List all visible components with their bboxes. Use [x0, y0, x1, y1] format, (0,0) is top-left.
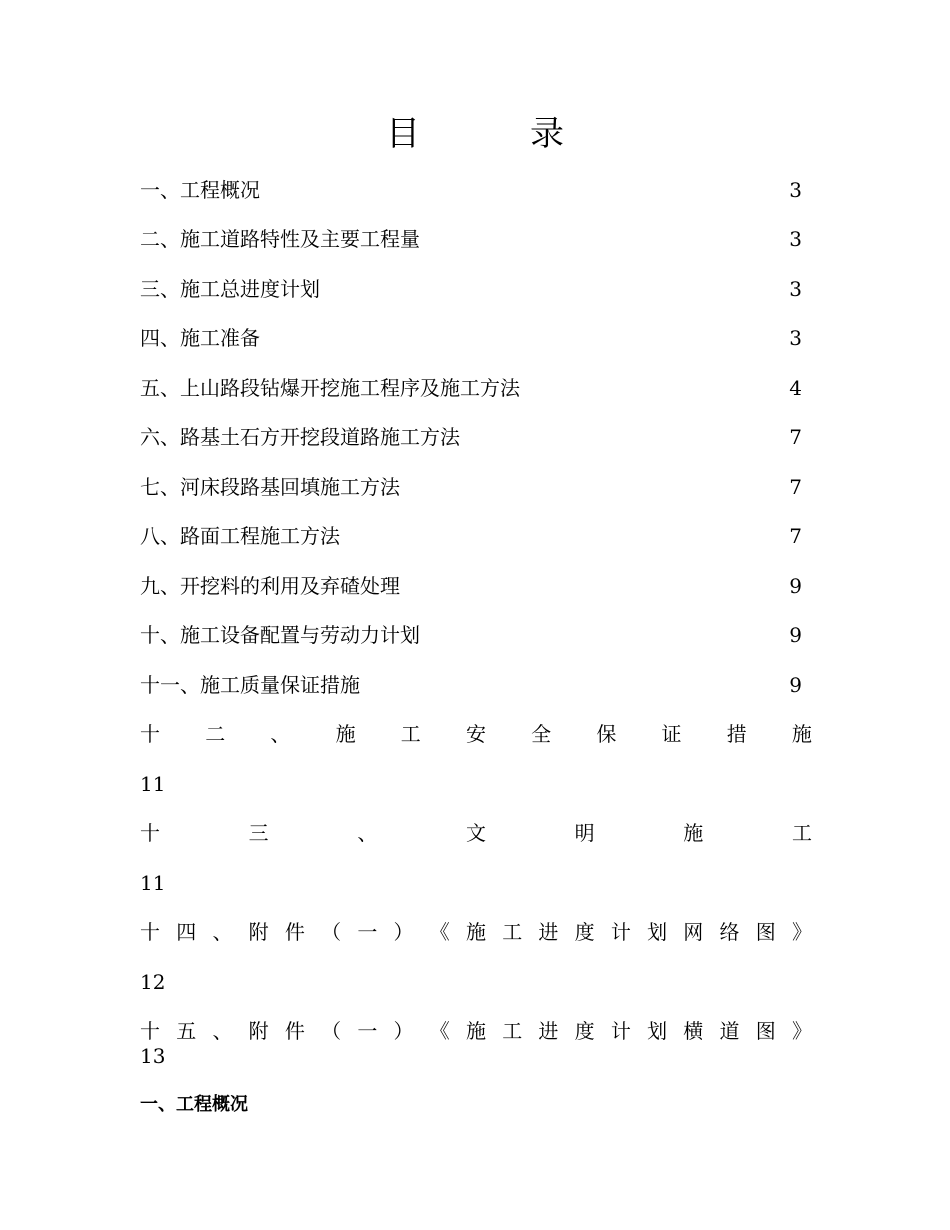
toc-char: 计: [610, 920, 631, 944]
toc-char: 附: [248, 920, 269, 944]
toc-char: ）: [393, 1019, 414, 1043]
toc-title-char-1: 目: [386, 114, 420, 154]
toc-char: 、: [357, 821, 378, 845]
toc-char: 证: [661, 722, 682, 746]
toc-title: [0, 112, 950, 156]
toc-char: 、: [270, 722, 291, 746]
toc-entry-text: 十、施工设备配置与劳动力计划: [140, 623, 420, 647]
toc-char: 划: [647, 920, 668, 944]
toc-char: 度: [574, 920, 595, 944]
toc-char: 施: [465, 1019, 486, 1043]
toc-entry-text: 二、施工道路特性及主要工程量: [140, 227, 420, 251]
toc-char: 计: [610, 1019, 631, 1043]
toc-char: （: [321, 920, 342, 944]
toc-char: 施: [465, 920, 486, 944]
toc-char: 工: [400, 722, 421, 746]
toc-entry-justified[interactable]: [140, 919, 812, 945]
toc-entry[interactable]: [140, 226, 812, 252]
toc-entry-text: 八、路面工程施工方法: [140, 524, 340, 548]
toc-char: 工: [791, 821, 812, 845]
toc-char: 十: [140, 1019, 160, 1043]
section-heading: 一、工程概况: [140, 1094, 248, 1115]
toc-char: 措: [726, 722, 747, 746]
toc-char: 、: [212, 1019, 233, 1043]
toc-entry[interactable]: [140, 672, 812, 698]
toc-entry-page: 9: [789, 574, 802, 598]
toc-entry[interactable]: [140, 622, 812, 648]
toc-char: 十: [140, 920, 160, 944]
toc-char: 明: [574, 821, 595, 845]
toc-title-char-2: 录: [530, 114, 564, 154]
toc-entry-text: 六、路基土石方开挖段道路施工方法: [140, 425, 460, 449]
toc-entry-justified[interactable]: [140, 721, 812, 747]
toc-entry-page: 7: [789, 524, 802, 548]
toc-char: 》: [791, 920, 812, 944]
toc-char: 全: [531, 722, 552, 746]
toc-char: 五: [176, 1019, 197, 1043]
toc-entry-page: 11: [140, 871, 166, 895]
toc-char: 四: [176, 920, 197, 944]
toc-char: 文: [465, 821, 486, 845]
toc-char: 三: [248, 821, 269, 845]
toc-char: 络: [719, 920, 740, 944]
toc-entry-page: 7: [789, 475, 802, 499]
toc-char: 件: [284, 1019, 305, 1043]
toc-char: 划: [647, 1019, 668, 1043]
toc-entry-page: 7: [789, 425, 802, 449]
toc-entry-justified[interactable]: [140, 1018, 812, 1044]
toc-entry-text: 四、施工准备: [140, 326, 260, 350]
toc-char: 件: [284, 920, 305, 944]
toc-char: 二: [205, 722, 226, 746]
toc-entry-page: 9: [789, 623, 802, 647]
toc-entry[interactable]: [140, 276, 812, 302]
toc-char: 附: [248, 1019, 269, 1043]
toc-entry-text: 十一、施工质量保证措施: [140, 673, 360, 697]
toc-entry-page: 11: [140, 772, 166, 796]
toc-char: 《: [429, 1019, 450, 1043]
toc-entry-text: 三、施工总进度计划: [140, 277, 320, 301]
toc-char: 度: [574, 1019, 595, 1043]
toc-char: 进: [538, 920, 559, 944]
toc-char: 图: [755, 920, 776, 944]
toc-entry-page: 13: [140, 1044, 166, 1068]
toc-char: ）: [393, 920, 414, 944]
toc-entry-text: 五、上山路段钻爆开挖施工程序及施工方法: [140, 376, 520, 400]
toc-entry-page: 3: [789, 326, 802, 350]
toc-char: 图: [755, 1019, 776, 1043]
toc-char: 》: [791, 1019, 812, 1043]
toc-entry-page: 3: [789, 178, 802, 202]
toc-char: 《: [429, 920, 450, 944]
toc-entry-text: 一、工程概况: [140, 178, 260, 202]
toc-entry[interactable]: [140, 523, 812, 549]
toc-entry-page: 3: [789, 227, 802, 251]
toc-char: 十: [140, 821, 160, 845]
toc-entry-page: 3: [789, 277, 802, 301]
toc-char: 横: [683, 1019, 704, 1043]
toc-entry-justified[interactable]: [140, 820, 812, 846]
toc-entry[interactable]: [140, 375, 812, 401]
toc-char: 十: [140, 722, 160, 746]
toc-char: 一: [357, 920, 378, 944]
toc-char: （: [321, 1019, 342, 1043]
toc-char: 工: [502, 1019, 523, 1043]
toc-char: 施: [791, 722, 812, 746]
toc-char: 工: [502, 920, 523, 944]
toc-char: 网: [683, 920, 704, 944]
toc-entry[interactable]: [140, 424, 812, 450]
toc-entry[interactable]: [140, 325, 812, 351]
toc-entry[interactable]: [140, 177, 812, 203]
toc-entry-text: 七、河床段路基回填施工方法: [140, 475, 400, 499]
toc-char: 道: [719, 1019, 740, 1043]
toc-char: 一: [357, 1019, 378, 1043]
toc-entry-page: 12: [140, 970, 166, 994]
toc-char: 施: [683, 821, 704, 845]
toc-entry[interactable]: [140, 474, 812, 500]
toc-char: 进: [538, 1019, 559, 1043]
toc-char: 、: [212, 920, 233, 944]
toc-char: 安: [465, 722, 486, 746]
toc-entry[interactable]: [140, 573, 812, 599]
toc-char: 施: [335, 722, 356, 746]
toc-char: 保: [596, 722, 617, 746]
toc-entry-text: 九、开挖料的利用及弃碴处理: [140, 574, 400, 598]
toc-entry-page: 4: [789, 376, 802, 400]
toc-entry-page: 9: [789, 673, 802, 697]
